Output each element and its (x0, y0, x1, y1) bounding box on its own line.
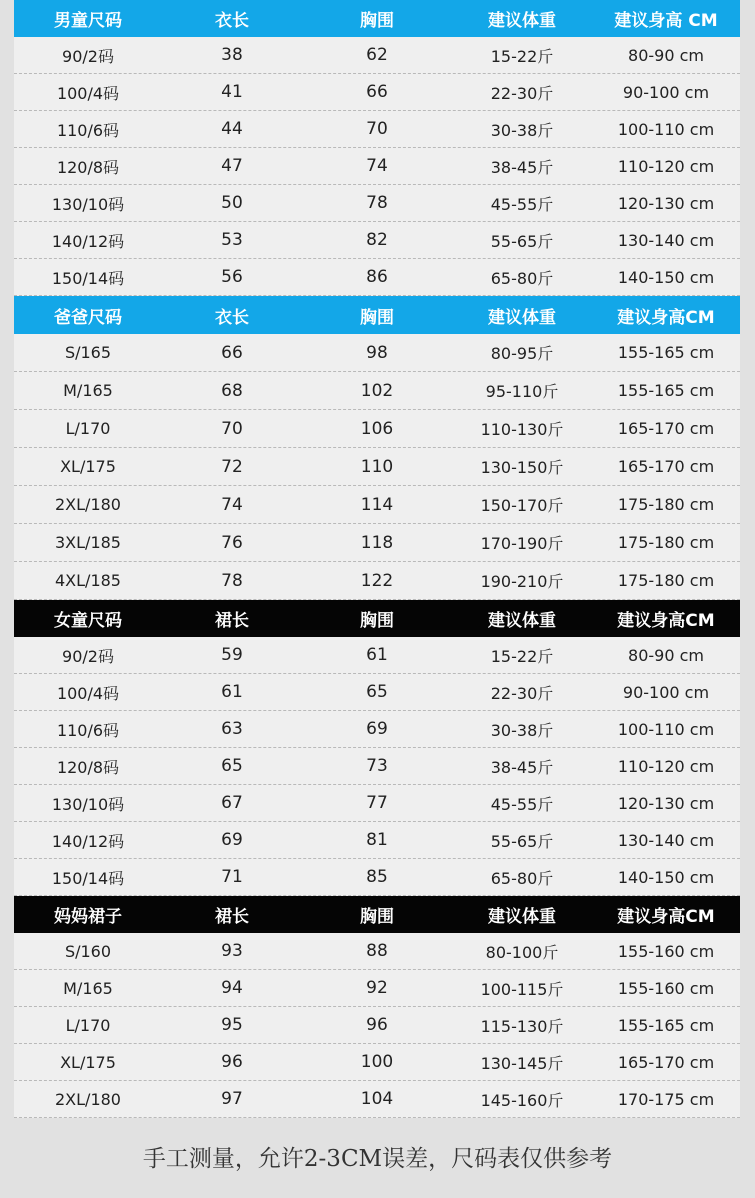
table-row (14, 222, 740, 259)
cell-size: 120/8码 (56, 757, 120, 777)
table-row (14, 334, 740, 372)
cell-size: 120/8码 (56, 157, 120, 177)
cell-length: 71 (221, 867, 243, 887)
cell-height: 120-130 cm (617, 793, 715, 813)
cell-weight: 38-45斤 (490, 757, 554, 777)
header-length: 裙长 (215, 611, 249, 631)
header-size: 男童尺码 (54, 11, 122, 31)
cell-size: 110/6码 (56, 720, 120, 740)
cell-size: 140/12码 (51, 831, 125, 851)
cell-length: 53 (221, 230, 243, 250)
cell-chest: 66 (366, 82, 388, 102)
header-height: 建议身高CM (617, 907, 715, 927)
cell-weight: 80-95斤 (490, 344, 554, 363)
cell-chest: 77 (366, 793, 388, 813)
table-row (14, 1007, 740, 1044)
cell-size: 90/2码 (62, 646, 114, 666)
cell-height: 80-90 cm (628, 645, 704, 665)
cell-size: 150/14码 (51, 268, 125, 288)
header-length: 衣长 (215, 307, 249, 328)
cell-height: 110-120 cm (617, 156, 715, 176)
table-row (14, 185, 740, 222)
cell-weight: 100-115斤 (480, 979, 564, 999)
cell-size: 100/4码 (56, 683, 120, 703)
cell-weight: 55-65斤 (490, 231, 554, 251)
cell-length: 65 (221, 756, 243, 776)
cell-size: 130/10码 (51, 194, 125, 214)
cell-height: 90-100 cm (622, 82, 710, 102)
cell-chest: 106 (360, 418, 394, 439)
header-size: 妈妈裙子 (54, 907, 122, 927)
table-row (14, 637, 740, 674)
cell-height: 155-160 cm (617, 978, 715, 998)
cell-chest: 82 (366, 230, 388, 250)
cell-size: 100/4码 (56, 83, 120, 103)
cell-chest: 88 (366, 941, 388, 961)
header-height: 建议身高CM (617, 611, 715, 631)
cell-length: 47 (221, 156, 243, 176)
header-row (14, 0, 740, 37)
cell-chest: 114 (360, 494, 394, 515)
cell-height: 175-180 cm (617, 495, 715, 514)
cell-length: 76 (221, 532, 243, 553)
cell-height: 90-100 cm (622, 682, 710, 702)
cell-height: 165-170 cm (617, 457, 715, 476)
cell-height: 110-120 cm (617, 756, 715, 776)
cell-weight: 22-30斤 (490, 683, 554, 703)
cell-height: 100-110 cm (617, 719, 715, 739)
cell-length: 72 (221, 456, 243, 477)
cell-size: 140/12码 (51, 231, 125, 251)
table-row (14, 1044, 740, 1081)
cell-length: 38 (221, 45, 243, 65)
cell-chest: 69 (366, 719, 388, 739)
table-row (14, 111, 740, 148)
cell-chest: 65 (366, 682, 388, 702)
cell-size: 4XL/185 (55, 571, 121, 590)
cell-size: S/165 (64, 343, 112, 362)
cell-chest: 85 (366, 867, 388, 887)
table-row (14, 74, 740, 111)
cell-length: 61 (221, 682, 243, 702)
cell-chest: 100 (360, 1052, 394, 1072)
header-size: 爸爸尺码 (54, 307, 122, 328)
cell-height: 130-140 cm (617, 830, 715, 850)
measurement-note: 手工测量，允许2-3CM误差，尺码表仅供参考 (142, 1146, 613, 1172)
header-chest: 胸围 (360, 611, 394, 631)
moms-dress-size-table (14, 896, 740, 1118)
cell-chest: 61 (366, 645, 388, 665)
cell-chest: 73 (366, 756, 388, 776)
header-weight: 建议体重 (488, 611, 556, 631)
cell-height: 175-180 cm (617, 533, 715, 552)
cell-chest: 98 (366, 342, 388, 363)
table-row (14, 674, 740, 711)
cell-size: M/165 (63, 978, 113, 998)
table-row (14, 148, 740, 185)
cell-weight: 15-22斤 (490, 46, 554, 66)
cell-size: 150/14码 (51, 868, 125, 888)
cell-height: 175-180 cm (617, 571, 715, 590)
cell-height: 155-160 cm (617, 941, 715, 961)
cell-weight: 55-65斤 (490, 831, 554, 851)
cell-chest: 86 (366, 267, 388, 287)
cell-chest: 102 (360, 380, 394, 401)
cell-weight: 130-145斤 (480, 1053, 564, 1073)
cell-weight: 110-130斤 (480, 420, 564, 439)
table-row (14, 970, 740, 1007)
cell-size: XL/175 (60, 457, 116, 476)
cell-size: 3XL/185 (55, 533, 121, 552)
cell-chest: 81 (366, 830, 388, 850)
header-weight: 建议体重 (488, 11, 556, 31)
header-length: 衣长 (215, 11, 249, 31)
cell-length: 96 (221, 1052, 243, 1072)
cell-length: 69 (221, 830, 243, 850)
cell-size: 110/6码 (56, 120, 120, 140)
table-row (14, 822, 740, 859)
cell-length: 78 (221, 570, 243, 591)
table-row (14, 372, 740, 410)
cell-chest: 70 (366, 119, 388, 139)
cell-weight: 22-30斤 (490, 83, 554, 103)
cell-weight: 190-210斤 (480, 572, 564, 591)
cell-size: 130/10码 (51, 794, 125, 814)
cell-size: S/160 (64, 941, 112, 961)
cell-weight: 15-22斤 (490, 646, 554, 666)
cell-size: 90/2码 (62, 46, 114, 66)
cell-length: 59 (221, 645, 243, 665)
cell-length: 63 (221, 719, 243, 739)
cell-chest: 74 (366, 156, 388, 176)
cell-length: 74 (221, 494, 243, 515)
cell-height: 130-140 cm (617, 230, 715, 250)
cell-weight: 38-45斤 (490, 157, 554, 177)
cell-length: 97 (221, 1089, 243, 1109)
cell-size: L/170 (65, 419, 111, 438)
cell-weight: 45-55斤 (490, 194, 554, 214)
cell-chest: 78 (366, 193, 388, 213)
table-row (14, 259, 740, 296)
table-row (14, 748, 740, 785)
cell-weight: 170-190斤 (480, 534, 564, 553)
cell-weight: 150-170斤 (480, 496, 564, 515)
header-height: 建议身高CM (617, 307, 715, 328)
table-row (14, 486, 740, 524)
cell-length: 94 (221, 978, 243, 998)
cell-length: 67 (221, 793, 243, 813)
header-row (14, 896, 740, 933)
table-row (14, 859, 740, 896)
cell-length: 68 (221, 380, 243, 401)
cell-length: 66 (221, 342, 243, 363)
cell-chest: 62 (366, 45, 388, 65)
cell-length: 93 (221, 941, 243, 961)
cell-size: M/165 (63, 381, 113, 400)
table-row (14, 37, 740, 74)
header-chest: 胸围 (360, 307, 394, 328)
boys-size-table (14, 0, 740, 296)
girls-size-table (14, 600, 740, 896)
header-size: 女童尺码 (54, 611, 122, 631)
dads-size-table (14, 296, 740, 600)
cell-length: 41 (221, 82, 243, 102)
cell-chest: 96 (366, 1015, 388, 1035)
table-row (14, 1081, 740, 1118)
cell-height: 120-130 cm (617, 193, 715, 213)
cell-chest: 118 (360, 532, 394, 553)
table-row (14, 448, 740, 486)
cell-height: 140-150 cm (617, 867, 715, 887)
cell-chest: 104 (360, 1089, 394, 1109)
cell-length: 50 (221, 193, 243, 213)
cell-chest: 110 (360, 456, 394, 477)
header-chest: 胸围 (360, 907, 394, 927)
cell-height: 155-165 cm (617, 1015, 715, 1035)
cell-height: 165-170 cm (617, 1052, 715, 1072)
table-row (14, 933, 740, 970)
cell-weight: 80-100斤 (485, 942, 559, 962)
cell-height: 100-110 cm (617, 119, 715, 139)
table-row (14, 410, 740, 448)
cell-height: 155-165 cm (617, 343, 715, 362)
cell-height: 155-165 cm (617, 381, 715, 400)
table-row (14, 711, 740, 748)
cell-weight: 30-38斤 (490, 120, 554, 140)
header-weight: 建议体重 (488, 307, 556, 328)
header-row (14, 296, 740, 334)
cell-weight: 45-55斤 (490, 794, 554, 814)
table-row (14, 785, 740, 822)
header-row (14, 600, 740, 637)
cell-length: 44 (221, 119, 243, 139)
cell-height: 170-175 cm (617, 1089, 715, 1109)
header-weight: 建议体重 (488, 907, 556, 927)
cell-height: 80-90 cm (628, 45, 704, 65)
cell-weight: 145-160斤 (480, 1090, 564, 1110)
header-length: 裙长 (215, 907, 249, 927)
cell-weight: 130-150斤 (480, 458, 564, 477)
cell-size: 2XL/180 (55, 495, 121, 514)
cell-weight: 65-80斤 (490, 268, 554, 288)
header-height: 建议身高 CM (614, 11, 718, 31)
cell-weight: 30-38斤 (490, 720, 554, 740)
cell-weight: 115-130斤 (480, 1016, 564, 1036)
cell-height: 165-170 cm (617, 419, 715, 438)
cell-size: 2XL/180 (55, 1089, 121, 1109)
header-chest: 胸围 (360, 11, 394, 31)
table-row (14, 562, 740, 600)
cell-size: L/170 (65, 1015, 111, 1035)
cell-height: 140-150 cm (617, 267, 715, 287)
cell-weight: 65-80斤 (490, 868, 554, 888)
cell-length: 56 (221, 267, 243, 287)
cell-chest: 122 (360, 570, 394, 591)
cell-length: 95 (221, 1015, 243, 1035)
cell-size: XL/175 (60, 1052, 116, 1072)
table-row (14, 524, 740, 562)
cell-weight: 95-110斤 (485, 382, 559, 401)
cell-chest: 92 (366, 978, 388, 998)
cell-length: 70 (221, 418, 243, 439)
